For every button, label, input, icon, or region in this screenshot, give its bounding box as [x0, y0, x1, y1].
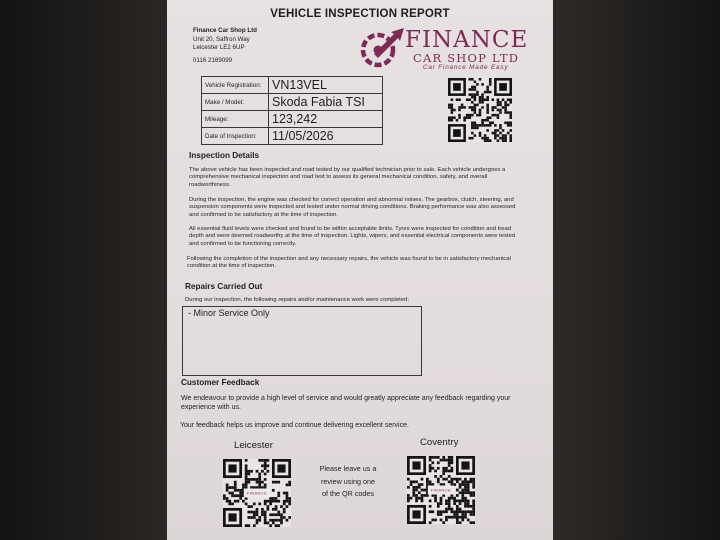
inspection-report-sheet	[167, 0, 553, 540]
logo-wordmark: FINANCE	[405, 27, 529, 53]
table-row	[202, 94, 383, 111]
company-name: Finance Car Shop Ltd	[193, 27, 257, 34]
review-instructions	[315, 463, 381, 501]
review-line-3: of the QR codes	[322, 489, 374, 498]
make-model-value: Skoda Fabia TSI	[269, 94, 383, 111]
inspection-heading: Inspection Details	[189, 151, 260, 160]
company-phone: 0116 2169099	[193, 57, 233, 64]
coventry-label: Coventry	[420, 437, 459, 448]
registration-value: VN13VEL	[269, 77, 383, 94]
qr-logo-badge: FINANCE	[244, 489, 270, 498]
leicester-label: Leicester	[234, 440, 273, 451]
table-row	[202, 111, 383, 128]
logo-tagline: Car Finance Made Easy	[423, 64, 509, 71]
company-address	[193, 27, 257, 53]
vehicle-details-table	[201, 76, 383, 145]
background-left	[0, 0, 168, 540]
inspection-date-label: Date of Inspection:	[202, 128, 269, 145]
mileage-value: 123,242	[269, 111, 383, 128]
address-line-1: Unit 20, Saffron Way	[193, 35, 250, 43]
qr-logo-badge: FINANCE	[428, 486, 454, 495]
report-title: VEHICLE INSPECTION REPORT	[270, 8, 450, 20]
repair-item: - Minor Service Only	[188, 308, 270, 318]
inspection-paragraph-3: All essential fluid levels were checked and found to be within acceptable limits. Tyres were inspected for condition and tread depth and were deemed roadworthy at the time of inspection. Lights, wipers, and essential electrical components were tested and confirmed to be functioning correctly.	[189, 226, 516, 247]
review-line-2: review using one	[321, 476, 375, 486]
table-row	[202, 77, 383, 94]
qr-code-icon[interactable]	[448, 78, 512, 142]
background-right	[552, 0, 720, 540]
table-row	[202, 128, 383, 145]
address-line-2: Leicester LE2 6UP	[193, 44, 245, 52]
logo-subtitle: CAR SHOP LTD	[413, 51, 520, 65]
repairs-box	[182, 306, 422, 376]
feedback-paragraph-2: Your feedback helps us improve and continue delivering excellent service.	[180, 422, 409, 429]
repairs-heading: Repairs Carried Out	[185, 282, 263, 291]
coventry-qr-code[interactable]	[407, 456, 475, 524]
repairs-intro: During our inspection, the following repairs and/or maintenance work were completed:	[185, 297, 409, 303]
inspection-paragraph-4: Following the completion of the inspection and any necessary repairs, the vehicle was found to be in satisfactory mechanical condition at the time of inspection.	[187, 256, 511, 270]
mileage-label: Mileage:	[202, 111, 269, 128]
leicester-qr-code[interactable]	[223, 459, 291, 527]
inspection-date-value: 11/05/2026	[269, 128, 383, 145]
inspection-paragraph-1: The above vehicle has been inspected and road tested by our qualified technician prior to sale. Each vehicle undergoes a comprehensive mechanical inspection and road test to assess its general mechanical condition, safety, and overall roadworthiness.	[189, 167, 506, 188]
inspection-paragraph-2: During the inspection, the engine was checked for correct operation and abnormal noises. The gearbox, clutch, steering, and suspension components were inspected and tested under normal driving conditions. Braking performance was also assessed and confirmed to be satisfactory at the time of inspection.	[189, 197, 516, 218]
make-model-label: Make / Model:	[202, 94, 269, 111]
feedback-paragraph-1: We endeavour to provide a high level of service and would greatly appreciate any feedback regarding your experience with us.	[181, 395, 511, 412]
registration-label: Vehicle Registration:	[202, 77, 269, 94]
review-line-1: Please leave us a	[319, 464, 377, 473]
feedback-heading: Customer Feedback	[181, 378, 260, 387]
